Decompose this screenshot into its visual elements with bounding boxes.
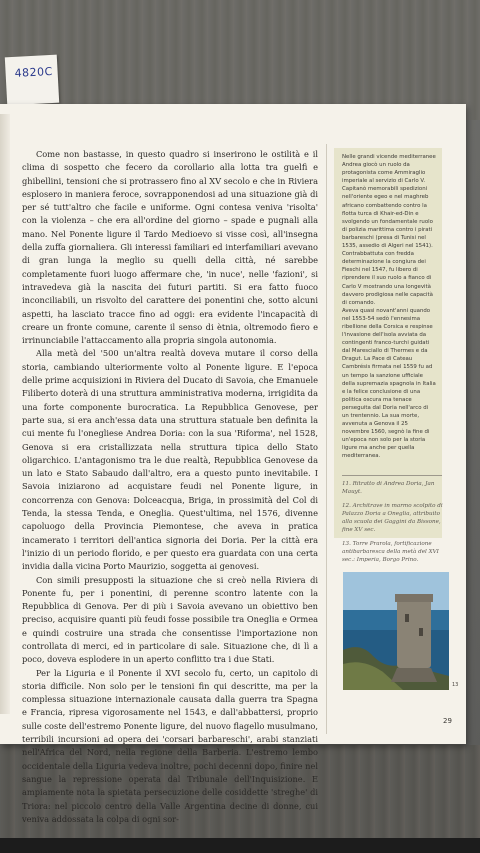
- sidebar-paragraph: Contrabbattuta con fredda determinazione la congiura dei Fieschi nel 1547, fu libero di riprendere il suo ruolo a fianco di Carlo V mostrando una longevità davvero prodigiosa nelle capacità di comando.: [342, 251, 433, 306]
- page-number: 29: [443, 717, 452, 725]
- photo-number: 13: [452, 682, 459, 688]
- page-left-edge: [0, 114, 10, 714]
- main-paragraph: Con simili presupposti la situazione che si creò nella Riviera di Ponente fu, per i ponentini, di perenne scontro latente con la Repubblica di Genova. Per di più i Savoia avevano un obiettivo ben preciso, acquisire quanti più feudi fosse possibile tra Oneglia e Ormea e quindi costruire una strada che consentisse l'importazione non controllata di merci, ed in particolare di sale. Situazione che, di lì a poco, doveva esplodere in un aperto conflitto tra i due Stati.: [22, 574, 318, 665]
- dark-floor-strip: [0, 838, 480, 853]
- sidebar-paragraph: Nelle grandi vicende mediterranee Andrea giocò un ruolo da protagonista come Ammiraglio imperiale al servizio di Carlo V. Capitanò memorabili spedizioni nell'oriente egeo e nel maghreb africano combattendo contro la flotta turca di Khair-ed-Din e svolgendo un fondamentale ruolo di polizia marittima contro i pirati barbareschi (presa di Tunisi nel 1535, assedio di Algeri nel 1541).: [342, 154, 436, 250]
- main-paragraph: Come non bastasse, in questo quadro si inserirono le ostilità e il clima di sospetto che fecero da corollario alla lotta tra guelfi e ghibellini, tensioni che si protrassero fino al XV secolo e che in Riviera esplosero in maniera feroce, sovrapponendosi ad una situazione già di per sé tutt'altro che facile e uniforme. Ogni contesa veniva 'risolta' con la violenza – che era all'ordine del giorno – spade e pugnali alla mano. Nel Ponente ligure il Tardo Medioevo si visse così, all'insegna della zuffa giornaliera. Gli interessi familiari ed interfamiliari avevano di gran lunga la meglio su quelli della città, né sarebbe completamente fuori luogo affermare che, 'in nuce', nelle 'fazioni', si intravedeva già la nascita dei futuri partiti. Si era fatto fuoco inconciliabili, un risvolto del carattere dei ponentini che, sotto alcuni aspetti, ha lasciato tracce fino ad oggi: era evidente l'incapacità di creare un fronte comune, carente il senso di ètnia, oltremodo fiero e irrinunciabile l'attaccamento alla propria singola autonomia.: [22, 149, 319, 346]
- caption-item: 12. Architrave in marmo scolpito di Palazzo Doria a Oneglia, attribuito alla scuola dei Gaggini da Bissone, fine XV sec.: [342, 503, 443, 533]
- floor-background-top: [0, 0, 480, 120]
- caption-rule: [342, 475, 442, 476]
- sticky-note: [5, 55, 59, 106]
- sidebar-text: [342, 153, 436, 461]
- main-paragraph: Per la Liguria e il Ponente il XVI secolo fu, certo, un capitolo di storia difficile. Non solo per le tensioni fin qui descritte, ma per la complessa situazione internazionale causata dalla guerra tra Spagna e Francia, ripresa vigorosamente nel 1543, e dall'abbattersi, proprio sulle coste dell'estremo Ponente ligure, del nuovo flagello musulmano, terribili incursioni ad opera dei 'corsari barbareschi', arabi stanziati nell'Africa del Nord, nella regione della Barberia. L'estremo lembo occidentale della Liguria vedeva inoltre, pochi decenni dopo, finire nel sangue la repressione operata dal Tribunale dell'Inquisizione. E ampiamente nota la spietata persecuzione delle cosiddette 'streghe' di Triora: nel piccolo centro della Valle Argentina decine di donne, cui veniva addossata la colpa di ogni sor-: [22, 667, 318, 824]
- sticky-note-label: 4820C: [14, 64, 54, 80]
- caption-item: 11. Ritratto di Andrea Doria, Jan Mauyt.: [342, 481, 435, 495]
- main-text-column: [22, 148, 319, 824]
- main-paragraph: Alla metà del '500 un'altra realtà doveva mutare il corso della storia, cambiando ulteriormente volto al Ponente ligure. E l'epoca delle prime acquisizioni in Riviera del Ducato di Savoia, che Emanuele Filiberto doterà di una struttura amministrativa moderna, irrigidita da una forte componente burocratica. La Repubblica Genovese, per parte sua, si era anch'essa data una struttura statuale ben definita la cui mente fu l'onegliese Andrea Doria: con la sua 'Riforma', nel 1528, Genova si era cristallizzata nella struttura tipica dello Stato oligarchico. L'antagonismo tra le due realtà, Repubblica Genovese da un lato e Stato Sabaudo dall'altro, era a questo punto inevitabile. I Savoia iniziarono ad acquistare feudi nel Ponente ligure, in concorrenza con Genova: Dolceacqua, Briga, in prossimità del Col di Tenda, la stessa Tenda, e Oneglia. Quest'ultima, nel 1576, divenne capoluogo della Provincia Piemontese, che aveva in pratica incamerato i territori dell'antica signoria dei Doria. Per la città era l'inizio di un periodo florido, e per questo era guardata con una certa invidia dalla vicina Porto Maurizio, soggetta ai genovesi.: [22, 348, 318, 572]
- sidebar-paragraph: Aveva quasi novant'anni quando nel 1553-54 sedò l'ennesima ribellione della Corsica e respinse l'invasione dell'isola avviata da contingenti franco-turchi guidati dal Maresciallo di Thermes e da Dragut. La Pace di Cateau Cambrésis firmata nel 1559 fu ad un tempo la sanzione ufficiale della supremazia spagnola in Italia e la felice conclusione di una politica oscura ma tenace perseguita dal Doria nell'arco di un trentennio. La sua morte, avvenuta a Genova il 25 novembre 1560, segnò la fine di un'epoca non solo per la storia ligure ma anche per quella mediterranea.: [342, 307, 436, 460]
- caption-item: 13. Torre Prarola, fortificazione antibarbaresca della metà del XVI sec.: Imperia, Borgo Prino.: [342, 541, 439, 563]
- tower-photo: [343, 572, 449, 690]
- book-page: [0, 104, 466, 824]
- figure-captions: [342, 480, 446, 570]
- column-divider: [326, 144, 327, 734]
